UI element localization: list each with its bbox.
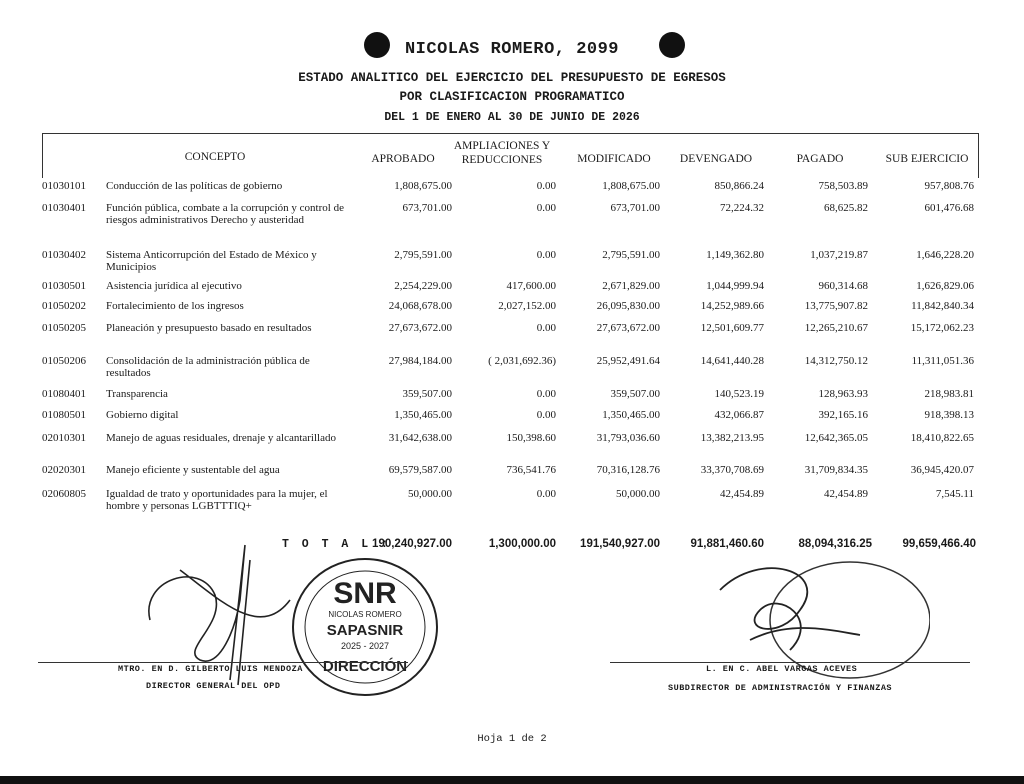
page-number: Hoja 1 de 2 xyxy=(477,733,547,745)
row-devengado: 14,641,440.28 xyxy=(700,355,764,367)
report-title-line2: POR CLASIFICACION PROGRAMATICO xyxy=(399,90,625,104)
stamp-line3: 2025 - 2027 xyxy=(340,641,390,651)
report-title-line1: ESTADO ANALITICO DEL EJERCICIO DEL PRESUPUESTO DE EGRESOS xyxy=(298,71,726,85)
row-subejercicio: 7,545.11 xyxy=(935,488,974,500)
row-concept: Gobierno digital xyxy=(106,409,179,421)
row-ampliaciones: 0.00 xyxy=(536,202,556,214)
row-ampliaciones: 0.00 xyxy=(536,249,556,261)
row-modificado: 2,795,591.00 xyxy=(602,249,660,261)
row-aprobado: 359,507.00 xyxy=(402,388,452,400)
row-concept: Función pública, combate a la corrupción y control de riesgos administrativos Derecho y austeridad xyxy=(106,202,344,226)
row-modificado: 25,952,491.64 xyxy=(596,355,660,367)
row-devengado: 14,252,989.66 xyxy=(700,300,764,312)
total-label: T O T A L : xyxy=(282,538,391,551)
total-ampliaciones: 1,300,000.00 xyxy=(488,538,556,550)
stamp-line2: SAPASNIR xyxy=(326,622,404,639)
row-devengado: 1,149,362.80 xyxy=(706,249,764,261)
stamp-line4: DIRECCIÓN xyxy=(322,658,408,675)
row-concept: Manejo eficiente y sustentable del agua xyxy=(106,464,280,476)
column-header-concepto: CONCEPTO xyxy=(184,151,246,163)
stamp-line1: NICOLAS ROMERO xyxy=(328,610,402,619)
row-pagado: 12,265,210.67 xyxy=(804,322,868,334)
row-aprobado: 1,808,675.00 xyxy=(394,180,452,192)
official-stamp xyxy=(285,555,445,705)
row-modificado: 359,507.00 xyxy=(610,388,660,400)
row-code: 01050205 xyxy=(42,322,86,334)
row-pagado: 392,165.16 xyxy=(818,409,868,421)
row-concept: Sistema Anticorrupción del Estado de México y Municipios xyxy=(106,249,317,273)
row-ampliaciones: 2,027,152.00 xyxy=(498,300,556,312)
row-modificado: 26,095,830.00 xyxy=(596,300,660,312)
row-devengado: 12,501,609.77 xyxy=(700,322,764,334)
row-pagado: 14,312,750.12 xyxy=(804,355,868,367)
row-aprobado: 673,701.00 xyxy=(402,202,452,214)
row-code: 01050202 xyxy=(42,300,86,312)
row-devengado: 432,066.87 xyxy=(714,409,764,421)
row-devengado: 72,224.32 xyxy=(720,202,764,214)
row-code: 01030402 xyxy=(42,249,86,261)
row-subejercicio: 15,172,062.23 xyxy=(910,322,974,334)
row-subejercicio: 218,983.81 xyxy=(924,388,974,400)
row-modificado: 1,350,465.00 xyxy=(602,409,660,421)
column-header-devengado: DEVENGADO xyxy=(679,153,753,165)
row-modificado: 31,793,036.60 xyxy=(596,432,660,444)
row-concept: Consolidación de la administración pública de resultados xyxy=(106,355,310,379)
row-code: 01050206 xyxy=(42,355,86,367)
row-concept: Manejo de aguas residuales, drenaje y alcantarillado xyxy=(106,432,336,444)
row-pagado: 1,037,219.87 xyxy=(810,249,868,261)
row-pagado: 960,314.68 xyxy=(818,280,868,292)
row-subejercicio: 1,626,829.06 xyxy=(916,280,974,292)
row-concept: Fortalecimiento de los ingresos xyxy=(106,300,244,312)
row-devengado: 42,454.89 xyxy=(720,488,764,500)
row-ampliaciones: 0.00 xyxy=(536,409,556,421)
row-aprobado: 24,068,678.00 xyxy=(388,300,452,312)
left-signer-title: DIRECTOR GENERAL DEL OPD xyxy=(146,681,281,691)
row-subejercicio: 1,646,228.20 xyxy=(916,249,974,261)
report-period: DEL 1 DE ENERO AL 30 DE JUNIO DE 2026 xyxy=(384,111,640,124)
row-pagado: 12,642,365.05 xyxy=(804,432,868,444)
row-ampliaciones: 0.00 xyxy=(536,488,556,500)
row-modificado: 27,673,672.00 xyxy=(596,322,660,334)
row-aprobado: 1,350,465.00 xyxy=(394,409,452,421)
row-aprobado: 2,795,591.00 xyxy=(394,249,452,261)
column-header-pagado: PAGADO xyxy=(796,153,844,165)
row-pagado: 31,709,834.35 xyxy=(804,464,868,476)
row-subejercicio: 11,842,840.34 xyxy=(911,300,974,312)
total-pagado: 88,094,316.25 xyxy=(798,538,872,550)
row-subejercicio: 18,410,822.65 xyxy=(910,432,974,444)
column-header-modificado: MODIFICADO xyxy=(577,153,651,165)
row-aprobado: 31,642,638.00 xyxy=(388,432,452,444)
row-subejercicio: 11,311,051.36 xyxy=(911,355,974,367)
row-code: 01030101 xyxy=(42,180,86,192)
row-devengado: 140,523.19 xyxy=(714,388,764,400)
right-signer-title: SUBDIRECTOR DE ADMINISTRACIÓN Y FINANZAS xyxy=(668,683,893,693)
row-aprobado: 69,579,587.00 xyxy=(388,464,452,476)
row-devengado: 850,866.24 xyxy=(714,180,764,192)
row-modificado: 1,808,675.00 xyxy=(602,180,660,192)
row-aprobado: 27,984,184.00 xyxy=(388,355,452,367)
row-concept: Igualdad de trato y oportunidades para la mujer, el hombre y personas LGBTTTIQ+ xyxy=(106,488,328,512)
column-header-subejercicio: SUB EJERCICIO xyxy=(885,153,969,165)
total-devengado: 91,881,460.60 xyxy=(690,538,764,550)
row-ampliaciones: 0.00 xyxy=(536,180,556,192)
row-ampliaciones: 150,398.60 xyxy=(506,432,556,444)
right-signature xyxy=(700,550,930,680)
total-modificado: 191,540,927.00 xyxy=(580,538,660,550)
row-devengado: 1,044,999.94 xyxy=(706,280,764,292)
row-ampliaciones: 0.00 xyxy=(536,388,556,400)
row-modificado: 70,316,128.76 xyxy=(596,464,660,476)
row-aprobado: 50,000.00 xyxy=(408,488,452,500)
row-devengado: 33,370,708.69 xyxy=(700,464,764,476)
row-ampliaciones: 0.00 xyxy=(536,322,556,334)
document-title: NICOLAS ROMERO, 2099 xyxy=(404,40,620,59)
row-devengado: 13,382,213.95 xyxy=(700,432,764,444)
bottom-scan-border xyxy=(0,776,1024,784)
row-pagado: 128,963.93 xyxy=(818,388,868,400)
left-signer-name: MTRO. EN D. GILBERTO LUIS MENDOZA xyxy=(118,664,303,674)
row-code: 02020301 xyxy=(42,464,86,476)
left-signature-line xyxy=(38,662,408,663)
row-pagado: 758,503.89 xyxy=(818,180,868,192)
row-subejercicio: 957,808.76 xyxy=(924,180,974,192)
row-ampliaciones: 736,541.76 xyxy=(506,464,556,476)
row-concept: Transparencia xyxy=(106,388,168,400)
row-aprobado: 2,254,229.00 xyxy=(394,280,452,292)
row-modificado: 673,701.00 xyxy=(610,202,660,214)
row-modificado: 50,000.00 xyxy=(616,488,660,500)
row-code: 02060805 xyxy=(42,488,86,500)
row-aprobado: 27,673,672.00 xyxy=(388,322,452,334)
row-code: 01080401 xyxy=(42,388,86,400)
row-code: 01030501 xyxy=(42,280,86,292)
row-code: 02010301 xyxy=(42,432,86,444)
row-concept: Asistencia jurídica al ejecutivo xyxy=(106,280,242,292)
row-modificado: 2,671,829.00 xyxy=(602,280,660,292)
row-concept: Conducción de las políticas de gobierno xyxy=(106,180,283,192)
column-header-ampliaciones: AMPLIACIONES Y REDUCCIONES xyxy=(453,140,551,166)
right-signature-line xyxy=(610,662,970,663)
row-pagado: 68,625.82 xyxy=(824,202,868,214)
total-aprobado: 190,240,927.00 xyxy=(372,538,452,550)
row-code: 01030401 xyxy=(42,202,86,214)
column-header-aprobado: APROBADO xyxy=(371,153,435,165)
right-signer-name: L. EN C. ABEL VARGAS ACEVES xyxy=(706,664,858,674)
row-ampliaciones: 417,600.00 xyxy=(506,280,556,292)
row-subejercicio: 918,398.13 xyxy=(924,409,974,421)
row-subejercicio: 601,476.68 xyxy=(924,202,974,214)
row-subejercicio: 36,945,420.07 xyxy=(910,464,974,476)
row-code: 01080501 xyxy=(42,409,86,421)
row-pagado: 42,454.89 xyxy=(824,488,868,500)
row-concept: Planeación y presupuesto basado en resultados xyxy=(106,322,312,334)
stamp-brand: SNR xyxy=(333,577,397,610)
row-ampliaciones: ( 2,031,692.36) xyxy=(488,355,556,367)
total-subejercicio: 99,659,466.40 xyxy=(902,538,976,550)
row-pagado: 13,775,907.82 xyxy=(804,300,868,312)
